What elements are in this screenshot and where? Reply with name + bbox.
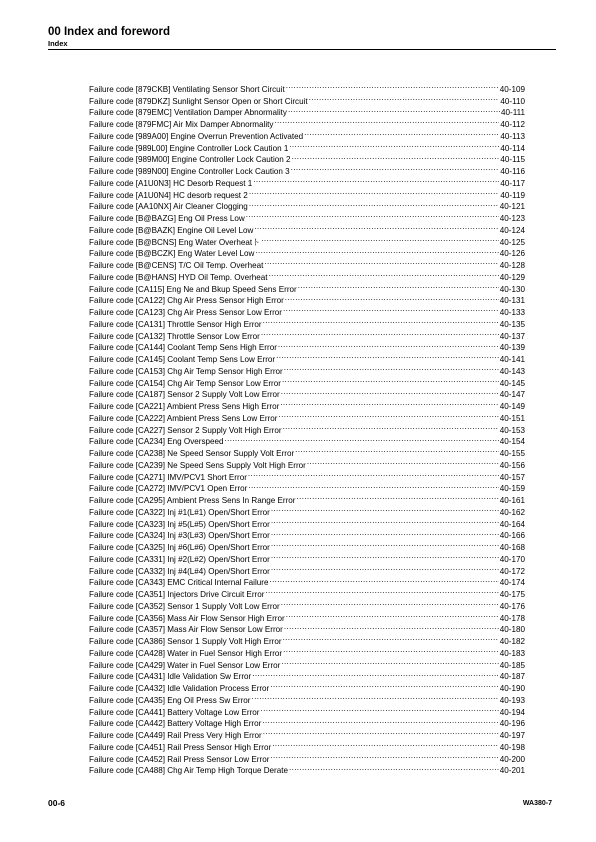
entry-page: 40-162 xyxy=(499,507,525,517)
dot-leader xyxy=(288,104,500,116)
index-list xyxy=(89,80,525,776)
entry-page: 40-125 xyxy=(499,237,525,247)
entry-label: Failure code [879FMC] Air Mix Damper Abnormality xyxy=(89,120,274,129)
entry-page: 40-196 xyxy=(499,719,525,729)
dot-leader xyxy=(261,327,499,339)
dot-leader xyxy=(263,315,499,327)
entry-label: Failure code [B@BAZG] Eng Oil Press Low xyxy=(89,214,245,223)
entry-page: 40-117 xyxy=(500,178,525,188)
entry-page: 40-128 xyxy=(499,261,525,270)
dot-leader xyxy=(246,209,499,221)
section-subtitle: Index xyxy=(48,39,68,48)
entry-label: Failure code [CA131] Throttle Sensor High Error xyxy=(89,319,262,329)
dot-leader xyxy=(284,621,499,633)
entry-page: 40-133 xyxy=(499,308,525,317)
entry-label: Failure code [CA323] Inj #5(L#5) Open/Short Error xyxy=(89,519,270,529)
dot-leader xyxy=(252,691,499,703)
dot-leader xyxy=(262,715,498,727)
entry-page: 40-153 xyxy=(499,425,525,435)
entry-page: 40-197 xyxy=(499,731,525,740)
entry-page: 40-193 xyxy=(499,695,525,705)
entry-label: Failure code [CA351] Injectors Drive Circuit Error xyxy=(89,590,265,599)
entry-label: Failure code [CA153] Chg Air Temp Sensor High Error xyxy=(89,366,283,376)
dot-leader xyxy=(248,480,498,492)
page-header xyxy=(48,26,556,48)
entry-label: Failure code [CA272] IMV/PCV1 Open Error xyxy=(89,484,248,494)
entry-page: 40-124 xyxy=(499,225,525,235)
dot-leader xyxy=(271,527,499,539)
header-rule xyxy=(48,49,556,50)
dot-leader xyxy=(289,139,499,151)
dot-leader xyxy=(271,515,499,527)
section-title: 00 Index and foreword xyxy=(48,26,171,38)
dot-leader xyxy=(271,562,499,574)
entry-page: 40-194 xyxy=(499,707,525,717)
entry-label: Failure code [989N00] Engine Controller Lock Caution 3 xyxy=(89,167,290,176)
entry-page: 40-166 xyxy=(499,531,525,541)
model-code: WA380-7 xyxy=(522,800,552,807)
entry-page: 40-130 xyxy=(499,284,525,294)
entry-label: Failure code [CA429] Water in Fuel Sensor Low Error xyxy=(89,660,281,670)
entry-label: Failure code [CA221] Ambient Press Sens High Error xyxy=(89,402,280,411)
entry-label: Failure code [CA488] Chg Air Temp High Torque Derate xyxy=(89,766,289,776)
entry-label: Failure code [AA10NX] Air Cleaner Clogging xyxy=(89,202,248,212)
dot-leader xyxy=(272,738,499,750)
dot-leader xyxy=(280,397,499,409)
entry-label: Failure code [CA227] Sensor 2 Supply Volt High Error xyxy=(89,425,282,435)
entry-label: Failure code [CA332] Inj #4(L#4) Open/Short Error xyxy=(89,566,270,576)
dot-leader xyxy=(297,491,499,503)
entry-page: 40-176 xyxy=(499,601,525,611)
dot-leader xyxy=(276,350,499,362)
dot-leader xyxy=(271,550,499,562)
entry-page: 40-182 xyxy=(499,637,525,646)
entry-page: 40-178 xyxy=(499,613,525,623)
entry-label: Failure code [CA295] Ambient Press Sens In Range Error xyxy=(89,496,296,505)
entry-page: 40-123 xyxy=(499,214,525,223)
entry-page: 40-183 xyxy=(499,648,525,658)
entry-label: Failure code [CA239] Ne Speed Sens Supply Volt High Error xyxy=(89,460,306,470)
entry-page: 40-114 xyxy=(500,143,525,153)
entry-label: Failure code [A1U0N3] HC Desorb Request 1 xyxy=(89,178,253,188)
entry-label: Failure code [989L00] Engine Controller Lock Caution 1 xyxy=(89,143,289,153)
dot-leader xyxy=(279,409,499,421)
entry-page: 40-143 xyxy=(499,366,525,376)
entry-label: Failure code [CA428] Water in Fuel Sensor High Error xyxy=(89,648,283,658)
dot-leader xyxy=(269,574,498,586)
entry-page: 40-164 xyxy=(499,519,525,529)
dot-leader xyxy=(274,115,499,127)
entry-page: 40-170 xyxy=(499,554,525,564)
entry-label: Failure code [CA432] Idle Validation Process Error xyxy=(89,684,270,693)
entry-page: 40-201 xyxy=(499,766,525,776)
entry-label: Failure code [CA324] Inj #3(L#3) Open/Short Error xyxy=(89,531,270,541)
dot-leader xyxy=(248,468,499,480)
entry-label: Failure code [879DKZ] Sunlight Sensor Open or Short Circuit xyxy=(89,96,308,106)
entry-label: Failure code [CA352] Sensor 1 Supply Volt Low Error xyxy=(89,601,280,611)
entry-label: Failure code [CA441] Battery Voltage Low Error xyxy=(89,707,260,717)
entry-label: Failure code [CA154] Chg Air Temp Sensor Low Error xyxy=(89,378,281,388)
entry-label: Failure code [CA431] Idle Validation Sw Error xyxy=(89,672,252,682)
entry-label: Failure code [CA115] Eng Ne and Bkup Speed Sens Error xyxy=(89,284,297,294)
entry-label: Failure code [CA144] Coolant Temp Sens High Error xyxy=(89,343,277,353)
entry-label: Failure code [989M00] Engine Controller Lock Caution 2 xyxy=(89,155,291,165)
entry-label: Failure code [CA452] Rail Press Sensor Low Error xyxy=(89,754,270,764)
entry-page: 40-154 xyxy=(499,437,525,447)
entry-page: 40-159 xyxy=(499,484,525,494)
dot-leader xyxy=(286,80,499,92)
entry-page: 40-161 xyxy=(499,496,525,505)
entry-label: Failure code [B@BCNS] Eng Water Overheatト xyxy=(89,237,261,247)
entry-label: Failure code [CA442] Battery Voltage High Error xyxy=(89,719,262,729)
entry-page: 40-155 xyxy=(499,449,525,458)
dot-leader xyxy=(255,245,498,257)
entry-page: 40-126 xyxy=(499,249,525,259)
entry-label: Failure code [CA451] Rail Press Sensor High Error xyxy=(89,742,272,752)
entry-label: Failure code [CA222] Ambient Press Sens Low Error xyxy=(89,413,278,423)
dot-leader xyxy=(269,268,499,280)
entry-page: 40-198 xyxy=(499,742,525,752)
entry-page: 40-129 xyxy=(499,272,525,282)
dot-leader xyxy=(270,679,499,691)
entry-label: Failure code [CA271] IMV/PCV1 Short Error xyxy=(89,472,247,482)
entry-label: Failure code [CA145] Coolant Temp Sens Low Error xyxy=(89,355,276,364)
dot-leader xyxy=(283,303,499,315)
dot-leader xyxy=(284,362,499,374)
dot-leader xyxy=(225,433,499,445)
dot-leader xyxy=(304,127,499,139)
entry-label: Failure code [CA449] Rail Press Very High Error xyxy=(89,731,262,740)
index-entry[interactable] xyxy=(89,80,525,92)
entry-label: Failure code [CA343] EMC Critical Internal Failure xyxy=(89,578,269,588)
dot-leader xyxy=(270,750,498,762)
entry-page: 40-185 xyxy=(499,660,525,670)
entry-page: 40-119 xyxy=(500,190,525,200)
dot-leader xyxy=(249,186,500,198)
entry-page: 40-115 xyxy=(500,155,525,165)
entry-label: Failure code [879EMC] Ventilation Damper Abnormality xyxy=(89,108,287,118)
entry-page: 40-137 xyxy=(499,331,525,341)
dot-leader xyxy=(264,256,498,268)
entry-label: Failure code [CA123] Chg Air Press Sensor Low Error xyxy=(89,308,282,317)
entry-page: 40-172 xyxy=(499,566,525,576)
entry-label: Failure code [CA132] Throttle Sensor Low Error xyxy=(89,331,260,341)
entry-label: Failure code [CA331] Inj #2(L#2) Open/Short Error xyxy=(89,554,270,564)
entry-label: Failure code [B@HANS] HYD Oil Temp. Overheat xyxy=(89,272,268,282)
dot-leader xyxy=(289,762,499,774)
dot-leader xyxy=(265,585,498,597)
entry-page: 40-147 xyxy=(499,390,525,400)
entry-page: 40-109 xyxy=(499,84,525,94)
entry-label: Failure code [CA122] Chg Air Press Sensor High Error xyxy=(89,296,284,306)
dot-leader xyxy=(271,503,499,515)
entry-label: Failure code [CA325] Inj #6(L#6) Open/Short Error xyxy=(89,543,270,552)
dot-leader xyxy=(281,597,499,609)
dot-leader xyxy=(254,221,498,233)
dot-leader xyxy=(261,233,499,245)
entry-label: Failure code [CA356] Mass Air Flow Sensor High Error xyxy=(89,613,285,623)
dot-leader xyxy=(295,444,499,456)
entry-label: Failure code [CA386] Sensor 1 Supply Volt High Error xyxy=(89,637,282,646)
entry-page: 40-187 xyxy=(499,672,525,682)
entry-page: 40-156 xyxy=(499,460,525,470)
entry-label: Failure code [CA187] Sensor 2 Supply Volt Low Error xyxy=(89,390,280,400)
dot-leader xyxy=(278,339,499,351)
dot-leader xyxy=(263,726,499,738)
page-number: 00-6 xyxy=(48,798,66,808)
entry-label: Failure code [989A00] Engine Overrun Prevention Activated xyxy=(89,131,304,141)
dot-leader xyxy=(292,151,500,163)
entry-page: 40-149 xyxy=(499,402,525,411)
dot-leader xyxy=(261,703,499,715)
dot-leader xyxy=(286,609,499,621)
entry-page: 40-131 xyxy=(499,296,525,306)
entry-page: 40-110 xyxy=(500,96,525,106)
entry-page: 40-113 xyxy=(500,131,525,141)
dot-leader xyxy=(281,656,498,668)
dot-leader xyxy=(283,421,499,433)
entry-page: 40-175 xyxy=(499,590,525,599)
entry-page: 40-180 xyxy=(499,625,525,635)
entry-label: Failure code [CA234] Eng Overspeed xyxy=(89,437,224,447)
dot-leader xyxy=(281,386,499,398)
dot-leader xyxy=(249,198,499,210)
dot-leader xyxy=(271,538,499,550)
dot-leader xyxy=(252,668,499,680)
entry-label: Failure code [CA238] Ne Speed Sensor Supply Volt Error xyxy=(89,449,295,458)
entry-label: Failure code [CA435] Eng Oil Press Sw Error xyxy=(89,695,251,705)
entry-page: 40-145 xyxy=(499,378,525,388)
entry-page: 40-174 xyxy=(499,578,525,588)
dot-leader xyxy=(309,92,500,104)
entry-label: Failure code [B@CENS] T/C Oil Temp. Overheat xyxy=(89,261,264,270)
dot-leader xyxy=(285,292,499,304)
entry-page: 40-139 xyxy=(499,343,525,353)
dot-leader xyxy=(253,174,499,186)
entry-page: 40-116 xyxy=(500,167,525,176)
dot-leader xyxy=(283,644,499,656)
entry-page: 40-121 xyxy=(499,202,525,212)
dot-leader xyxy=(282,374,499,386)
entry-page: 40-141 xyxy=(499,355,525,364)
entry-page: 40-111 xyxy=(501,108,525,118)
entry-label: Failure code [CA322] Inj #1(L#1) Open/Short Error xyxy=(89,507,270,517)
entry-page: 40-151 xyxy=(499,413,525,423)
dot-leader xyxy=(291,162,500,174)
dot-leader xyxy=(283,632,499,644)
dot-leader xyxy=(298,280,499,292)
entry-page: 40-190 xyxy=(499,684,525,693)
entry-page: 40-157 xyxy=(499,472,525,482)
entry-page: 40-200 xyxy=(499,754,525,764)
entry-label: Failure code [A1U0N4] HC desorb request 2 xyxy=(89,190,248,200)
dot-leader xyxy=(307,456,499,468)
entry-page: 40-135 xyxy=(499,319,525,329)
entry-label: Failure code [B@BCZK] Eng Water Level Low xyxy=(89,249,255,259)
entry-page: 40-112 xyxy=(500,120,525,129)
entry-page: 40-168 xyxy=(499,543,525,552)
entry-label: Failure code [B@BAZK] Engine Oil Level Low xyxy=(89,225,254,235)
entry-label: Failure code [879CKB] Ventilating Sensor Short Circuit xyxy=(89,84,285,94)
entry-label: Failure code [CA357] Mass Air Flow Sensor Low Error xyxy=(89,625,283,635)
